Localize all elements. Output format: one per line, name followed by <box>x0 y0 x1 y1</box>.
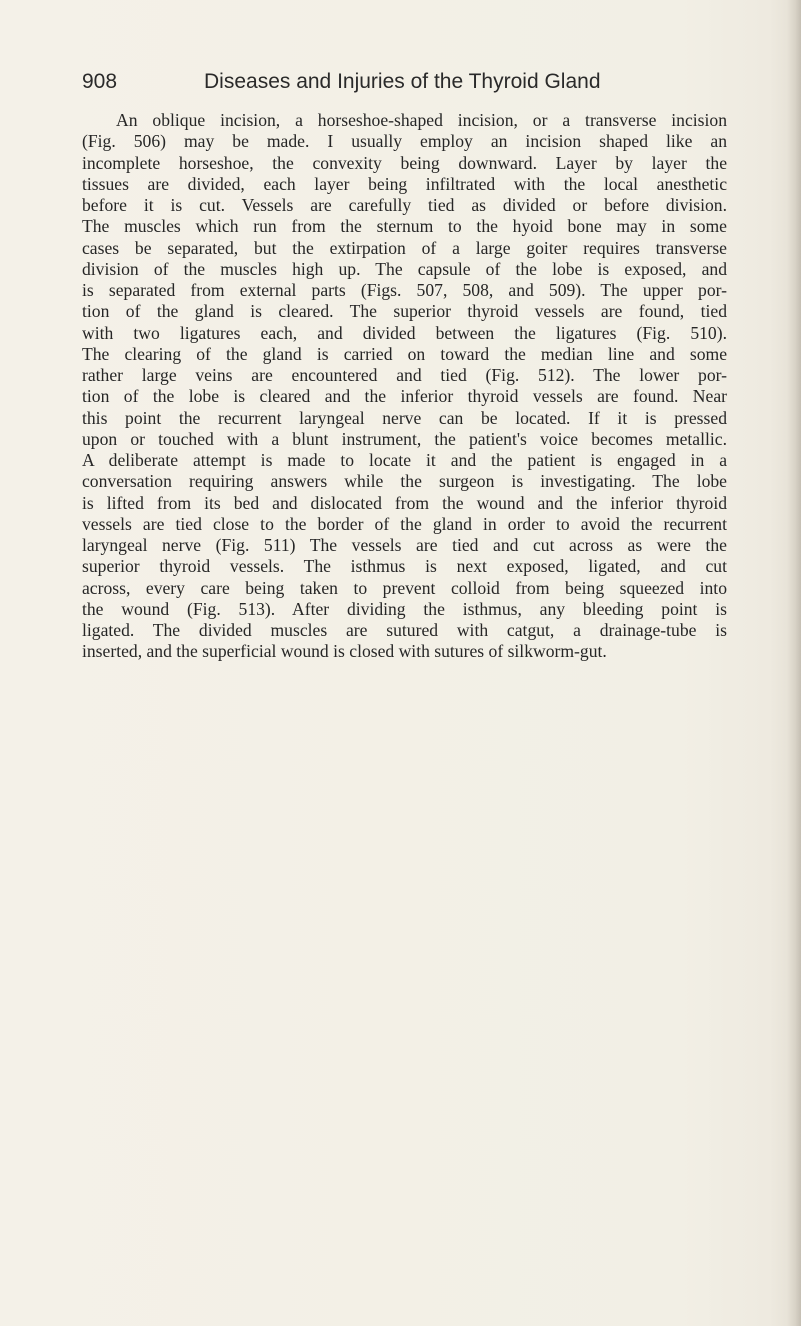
running-head: Diseases and Injuries of the Thyroid Gland <box>204 70 601 93</box>
paragraph-line: before it is cut. Vessels are carefully tied as divided or before division. <box>82 195 727 215</box>
page-edge-shadow <box>787 0 801 1326</box>
paragraph-line: with two ligatures each, and divided between the ligatures (Fig. 510). <box>82 322 727 343</box>
paragraph-line: rather large veins are encountered and tied (Fig. 512). The lower por- <box>82 365 727 385</box>
paragraph-line: vessels are tied close to the border of the gland in order to avoid the recurrent <box>82 513 727 534</box>
paragraph-line: superior thyroid vessels. The isthmus is next exposed, ligated, and cut <box>82 556 727 577</box>
paragraph-line: A deliberate attempt is made to locate it and the patient is engaged in a <box>82 450 727 470</box>
paragraph-line: this point the recurrent laryngeal nerve can be located. If it is pressed <box>82 407 727 428</box>
paragraph-line: the wound (Fig. 513). After dividing the isthmus, any bleeding point is <box>82 598 727 619</box>
paragraph-line: conversation requiring answers while the surgeon is investigating. The lobe <box>82 471 727 492</box>
body-paragraph <box>82 110 727 663</box>
paragraph-line: ligated. The divided muscles are sutured with catgut, a drainage-tube is <box>82 620 727 640</box>
paragraph-line: incomplete horseshoe, the convexity being downward. Layer by layer the <box>82 152 727 173</box>
paragraph-line: The clearing of the gland is carried on toward the median line and some <box>82 343 727 364</box>
paragraph-line: tion of the lobe is cleared and the inferior thyroid vessels are found. Near <box>82 386 727 407</box>
paragraph-line: tion of the gland is cleared. The superior thyroid vessels are found, tied <box>82 301 727 322</box>
paragraph-line: tissues are divided, each layer being infiltrated with the local anesthetic <box>82 173 727 194</box>
paragraph-line: cases be separated, but the extirpation of a large goiter requires transverse <box>82 237 727 258</box>
page-number: 908 <box>82 70 118 93</box>
paragraph-line: inserted, and the superficial wound is closed with sutures of silkworm-gut. <box>82 641 607 662</box>
paragraph-line: The muscles which run from the sternum to the hyoid bone may in some <box>82 216 727 237</box>
paragraph-line: division of the muscles high up. The capsule of the lobe is exposed, and <box>82 258 727 279</box>
paragraph-line: laryngeal nerve (Fig. 511) The vessels are tied and cut across as were the <box>82 535 727 555</box>
paragraph-line: (Fig. 506) may be made. I usually employ an incision shaped like an <box>82 131 727 152</box>
paragraph-line: is lifted from its bed and dislocated from the wound and the inferior thyroid <box>82 492 727 513</box>
paragraph-line: across, every care being taken to prevent colloid from being squeezed into <box>82 577 727 598</box>
paragraph-line: An oblique incision, a horseshoe-shaped incision, or a transverse incision <box>116 110 727 130</box>
paragraph-line: is separated from external parts (Figs. 507, 508, and 509). The upper por- <box>82 280 727 300</box>
paragraph-line: upon or touched with a blunt instrument, the patient's voice becomes metallic. <box>82 428 727 449</box>
page-header <box>82 70 722 106</box>
